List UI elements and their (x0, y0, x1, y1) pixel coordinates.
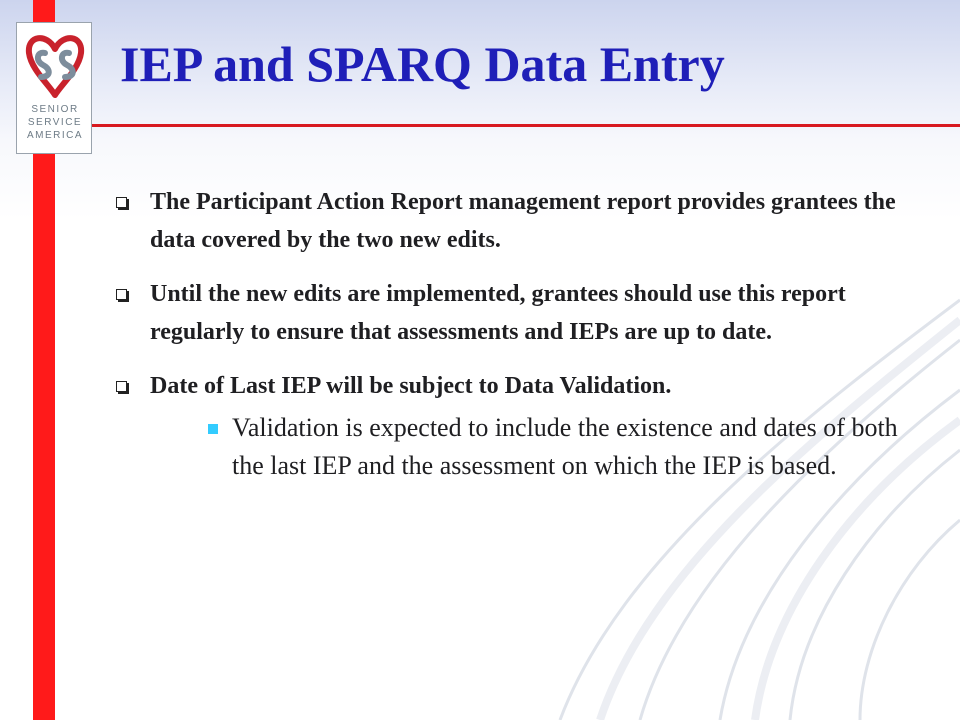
bullet-text: Until the new edits are implemented, grantees should use this report regularly to ensure that assessments and IEPs are up to date. (150, 281, 846, 345)
logo-word: SENIOR (31, 104, 79, 115)
bullet-item (108, 275, 898, 351)
square-bullet-icon (208, 424, 218, 434)
heart-logo-icon (23, 29, 87, 99)
title-divider (55, 124, 960, 127)
logo-word: AMERICA (26, 130, 84, 141)
bullet-item (108, 367, 898, 485)
checkbox-bullet-icon (116, 381, 127, 392)
logo-word: SERVICE (27, 117, 83, 128)
bullet-text: The Participant Action Report management report provides grantees the data covered by the two new edits. (150, 189, 896, 253)
slide-title: IEP and SPARQ Data Entry (120, 36, 725, 92)
bullet-list (108, 183, 898, 501)
senior-service-america-logo (16, 22, 92, 154)
sub-bullet-list (150, 409, 898, 485)
checkbox-bullet-icon (116, 289, 127, 300)
sub-bullet-item (150, 409, 898, 485)
bullet-text: Date of Last IEP will be subject to Data Validation. (150, 373, 672, 399)
bullet-item (108, 183, 898, 259)
checkbox-bullet-icon (116, 197, 127, 208)
sub-bullet-text: Validation is expected to include the existence and dates of both the last IEP and the assessment on which the IEP is based. (232, 413, 898, 480)
